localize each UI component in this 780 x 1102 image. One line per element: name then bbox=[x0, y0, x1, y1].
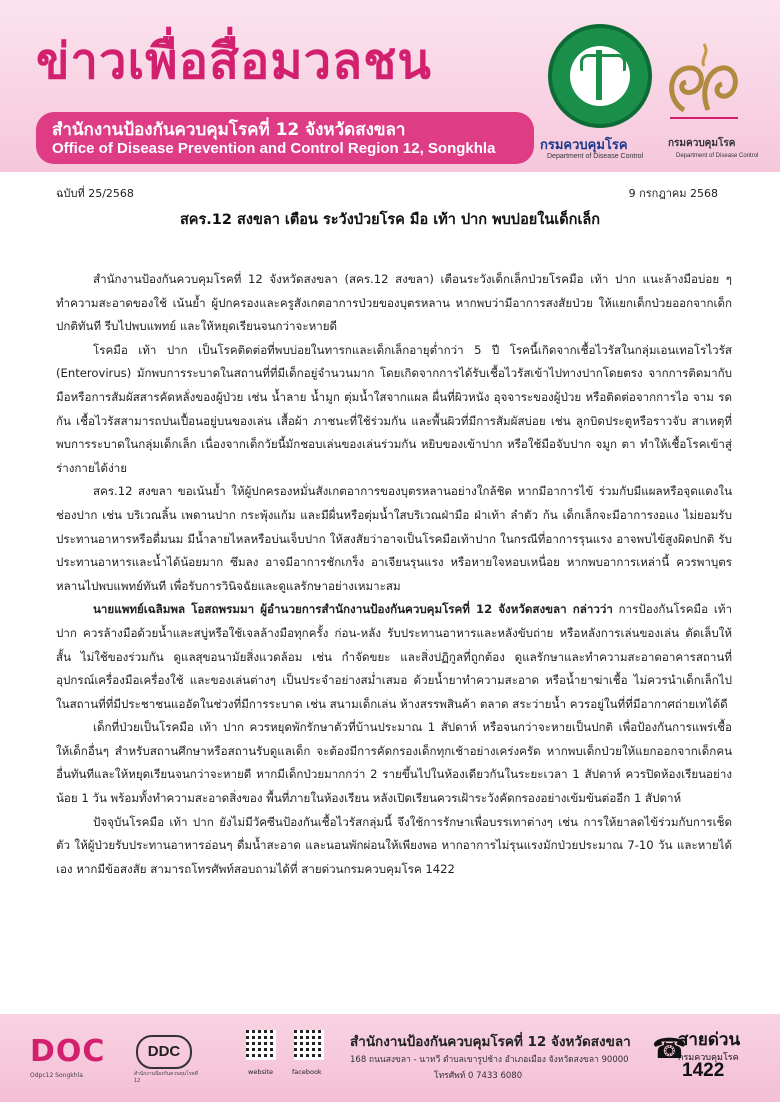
moph-seal-icon bbox=[548, 24, 652, 128]
qr-code-icon[interactable] bbox=[294, 1030, 324, 1060]
anniversary-dept-name: กรมควบคุมโรค bbox=[668, 138, 736, 149]
hotline-label: สายด่วน bbox=[678, 1030, 741, 1050]
dept-name: กรมควบคุมโรค bbox=[540, 138, 628, 153]
qr-code-icon[interactable] bbox=[246, 1030, 276, 1060]
paragraph: โรคมือ เท้า ปาก เป็นโรคติดต่อที่พบบ่อยในทารกและเด็กเล็กอายุต่ำกว่า 5 ปี โรคนี้เกิดจากเชื้อไวรัสในกลุ่มเอนเทอโรไวรัส (Enterovirus) มักพบการระบาดในสถานที่ที่มีเด็กอยู่จำนวนมาก โดยเกิดจากการได้รับเชื้อไวรัสเข้าไปทางปากโดยตรง จากการติดมากับมือหรือการสัมผัสสารคัดหลั่งของผู้ป่วย เช่น น้ำลาย น้ำมูก ตุ่มน้ำใสจากแผล ผื่นที่ผิวหนัง อุจจาระของผู้ป่วย หรือติดต่อจากการไอ จาม รดกัน เชื้อไวรัสสามารถปนเปื้อนอยู่บนของเล่น เสื้อผ้า ภาชนะที่ใช้ร่วมกัน และพื้นผิวที่มีการสัมผัสบ่อย เช่น ลูกบิดประตูหรือราวจับ สาเหตุที่พบการระบาดในกลุ่มเด็กเล็ก เนื่องจากเด็กวัยนี้มักชอบเล่นของเล่นร่วมกัน หยิบของเข้าปาก หรือใช้มือจับปาก จมูก ตา ทำให้เชื้อโรคเข้าสู่ร่างกายได้ง่าย bbox=[56, 342, 732, 475]
ddc-logo-caption: สำนักงานป้องกันควบคุมโรคที่ 12 bbox=[134, 1071, 199, 1084]
paragraph: สำนักงานป้องกันควบคุมโรคที่ 12 จังหวัดสงขลา (สคร.12 สงขลา) เตือนระวังเด็กเล็กป่วยโรคมือ เท้า ปาก แนะล้างมือบ่อย ๆ ทำความสะอาดของใช้ เน้นย้ำ ผู้ปกครองและครูสังเกตอาการป่วยของบุตรหลาน หากพบว่ามีอาการสงสัยป่วย ให้แยกเด็กป่วยออกจากเด็กปกติทันที รีบไปพบแพทย์ และให้หยุดเรียนจนกว่าจะหายดี bbox=[56, 272, 732, 334]
page-title: ข่าวเพื่อสื่อมวลชน bbox=[36, 33, 432, 90]
paragraph bbox=[56, 598, 732, 716]
website-label: website bbox=[248, 1068, 274, 1076]
ddc-logo: DDC bbox=[136, 1035, 192, 1069]
issue-date: 9 กรกฎาคม 2568 bbox=[628, 187, 718, 200]
facebook-label: facebook bbox=[292, 1068, 322, 1076]
phone-icon: ☎ bbox=[652, 1032, 687, 1065]
speaker-name: นายแพทย์เฉลิมพล โอสถพรมมา ผู้อำนวยการสำนักงานป้องกันควบคุมโรคที่ 12 จังหวัดสงขลา กล่าวว่า bbox=[93, 602, 613, 617]
quote-text: การป้องกันโรคมือ เท้า ปาก ควรล้างมือด้วยน้ำและสบู่หรือใช้เจลล้างมือทุกครั้ง ก่อน-หลัง รับประทานอาหารและหลังขับถ่าย หรือหลังการเล่นของเล่น ตัดเล็บให้สั้น ไม่ใช้ของร่วมกัน ดูแลสุขอนามัยสิ่งแวดล้อม เช่น กำจัดขยะ และสิ่งปฏิกูลที่ถูกต้อง ดูแลรักษาและทำความสะอาดอาคารสถานที่ อุปกรณ์เครื่องมือเครื่องใช้ และของเล่นต่างๆ เป็นประจำอย่างสม่ำเสมอ ด้วยน้ำยาทำความสะอาด หรือน้ำยาฆ่าเชื้อ ไม่ควรนำเด็กเล็กไปในสถานที่ที่มีประชาชนแออัดในช่วงที่มีการระบาด เช่น สนามเด็กเล่น ห้างสรรพสินค้า ตลาด สระว่ายน้ำ ควรอยู่ในที่ที่มีอากาศถ่ายเทได้ดี bbox=[56, 602, 732, 711]
office-name-en: Office of Disease Prevention and Control Region 12, Songkhla bbox=[52, 140, 496, 157]
paragraph: สคร.12 สงขลา ขอเน้นย้ำ ให้ผู้ปกครองหมั่นสังเกตอาการของบุตรหลานอย่างใกล้ชิด หากมีอาการไข้ ร่วมกับมีแผลหรือจุดแดงในช่องปาก เช่น บริเวณลิ้น เพดานปาก กระพุ้งแก้ม และมีผื่นหรือตุ่มน้ำใสบริเวณฝ่ามือ ฝ่าเท้า ลำตัว ก้น เด็กเล็กจะมีอาการงอแง ไม่ยอมรับประทานอาหารหรือดื่มนม มีน้ำลายไหลหรือบ่นเจ็บปาก ให้สงสัยว่าอาจเป็นโรคมือเท้าปาก ในกรณีที่อาการรุนแรง อาจพบไข้สูงผิดปกติ รับประทานอาหารและน้ำได้น้อยมาก ซึมลง อาจมีอาการชักเกร็ง อาเจียนรุนแรง หรือหายใจหอบเหนื่อย หากพบอาการเหล่านี้ ควรพาบุตรหลานไปพบแพทย์ทันที เพื่อรับการวินิจฉัยและดูแลรักษาอย่างเหมาะสม bbox=[56, 484, 732, 593]
article-text bbox=[56, 268, 732, 881]
doc-logo: DOC bbox=[30, 1034, 106, 1069]
issue-number: ฉบับที่ 25/2568 bbox=[56, 187, 134, 200]
office-name-th: สำนักงานป้องกันควบคุมโรคที่ 12 จังหวัดสงขลา bbox=[52, 120, 406, 140]
doc-logo-caption: Odpc12 Songkhla bbox=[30, 1072, 83, 1079]
footer-address: 168 ถนนสงขลา - นาทวี ตำบลเขารูปช้าง อำเภอเมือง จังหวัดสงขลา 90000 bbox=[350, 1055, 629, 1065]
dept-name-en: Department of Disease Control bbox=[547, 153, 644, 160]
anniversary-60-icon bbox=[664, 40, 744, 126]
hotline-number: 1422 bbox=[682, 1060, 725, 1081]
footer-office-name: สำนักงานป้องกันควบคุมโรคที่ 12 จังหวัดสงขลา bbox=[350, 1034, 631, 1050]
footer-phone: โทรศัพท์ 0 7433 6080 bbox=[434, 1071, 523, 1081]
hotline-dept: กรมควบคุมโรค bbox=[678, 1053, 739, 1063]
headline: สคร.12 สงขลา เตือน ระวังป่วยโรค มือ เท้า ปาก พบบ่อยในเด็กเล็ก bbox=[179, 212, 601, 228]
paragraph: เด็กที่ป่วยเป็นโรคมือ เท้า ปาก ควรหยุดพักรักษาตัวที่บ้านประมาณ 1 สัปดาห์ หรือจนกว่าจะหายเป็นปกติ เพื่อป้องกันการแพร่เชื้อให้เด็กอื่นๆ สำหรับสถานศึกษาหรือสถานรับดูแลเด็ก จะต้องมีการคัดกรองเด็กทุกเช้าอย่างเคร่งครัด หากพบเด็กป่วยให้แยกออกจากเด็กคนอื่นทันทีและให้หยุดเรียนจนกว่าจะหายดี หากมีเด็กป่วยมากกว่า 2 รายขึ้นไปในห้องเดียวกันในระยะเวลา 1 สัปดาห์ ควรปิดห้องเรียนอย่างน้อย 1 วัน พร้อมทั้งทำความสะอาดสิ่งของ พื้นที่ภายในห้องเรียน หลังเปิดเรียนควรเฝ้าระวังคัดกรองอย่างเข้มข้นต่ออีก 1 สัปดาห์ bbox=[56, 720, 732, 806]
paragraph: ปัจจุบันโรคมือ เท้า ปาก ยังไม่มีวัคซีนป้องกันเชื้อไวรัสกลุ่มนี้ จึงใช้การรักษาเพื่อบรรเทาต่างๆ เช่น การให้ยาลดไข้ร่วมกับการเช็ดตัว ให้ผู้ป่วยรับประทานอาหารอ่อนๆ ดื่มน้ำสะอาด และนอนพักผ่อนให้เพียงพอ หากอาการไม่รุนแรงมักป่วยประมาณ 7-10 วัน และหายได้เอง หากมีข้อสงสัย สามารถโทรศัพท์สอบถามได้ที่ สายด่วนกรมควบคุมโรค 1422 bbox=[56, 814, 732, 876]
anniversary-dept-en: Department of Disease Control bbox=[676, 153, 759, 159]
